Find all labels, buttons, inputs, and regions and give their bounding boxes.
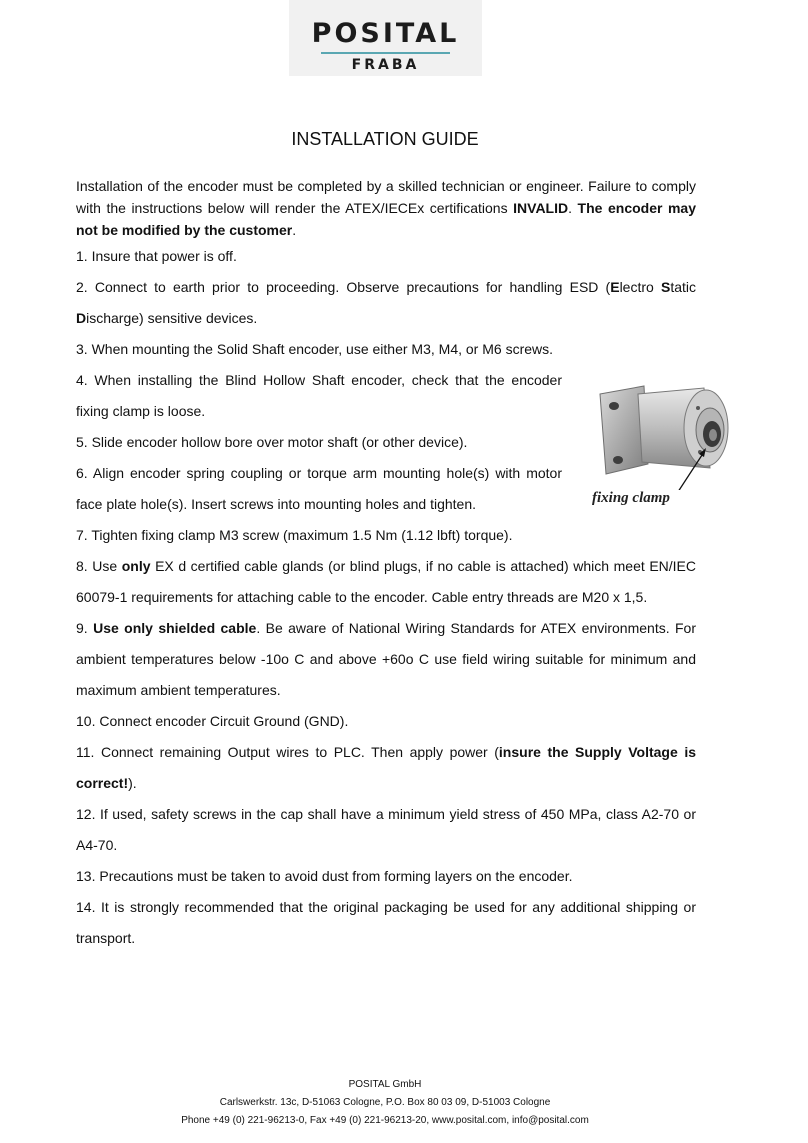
step-6: 6. Align encoder spring coupling or torque arm mounting hole(s) with motor face plate hole(s). Insert screws into mounting holes and tighten. bbox=[76, 465, 562, 512]
step-7: 7. Tighten fixing clamp M3 screw (maximum 1.5 Nm (1.12 lbft) torque). bbox=[76, 527, 513, 543]
step-9-shielded: Use only shielded cable bbox=[93, 620, 257, 636]
step-2-text-f: ischarge) sensitive devices. bbox=[86, 310, 258, 326]
logo-sub: FRABA bbox=[351, 57, 420, 73]
step-5: 5. Slide encoder hollow bore over motor shaft (or other device). bbox=[76, 434, 468, 450]
step-12: 12. If used, safety screws in the cap shall have a minimum yield stress of 450 MPa, class A2-70 or A4-70. bbox=[76, 806, 696, 853]
step-8-only: only bbox=[121, 558, 151, 574]
intro-invalid: INVALID bbox=[513, 200, 569, 216]
step-11-text-c: ). bbox=[128, 775, 137, 791]
step-2-text-c: tatic bbox=[670, 279, 696, 295]
encoder-illustration bbox=[586, 380, 750, 490]
step-2-e: E bbox=[610, 279, 620, 295]
footer-company: POSITAL GmbH bbox=[348, 1079, 422, 1090]
step-8-text-c: EX d certified cable glands (or blind plugs, if no cable is attached) which meet EN/IEC 60079-1 requirements for attaching cable to the encoder. Cable entry threads are M20 x 1,5. bbox=[76, 558, 696, 605]
step-2 bbox=[76, 272, 696, 334]
step-3: 3. When mounting the Solid Shaft encoder, use either M3, M4, or M6 screws. bbox=[76, 341, 554, 357]
step-9 bbox=[76, 613, 696, 706]
step-1: 1. Insure that power is off. bbox=[76, 248, 237, 264]
step-11-text-a: 11. Connect remaining Output wires to PLC. Then apply power ( bbox=[76, 744, 499, 760]
step-13: 13. Precautions must be taken to avoid dust from forming layers on the encoder. bbox=[76, 868, 573, 884]
logo-divider bbox=[321, 52, 450, 54]
company-logo bbox=[289, 0, 482, 76]
step-11 bbox=[76, 737, 696, 799]
intro-text-2: . bbox=[568, 200, 578, 216]
step-8 bbox=[76, 551, 696, 613]
intro-text-1: Installation of the encoder must be completed by a skilled technician or engineer. Failure to comply with the instructions below will render the ATEX/IECEx certifications bbox=[76, 178, 696, 216]
step-9-text-a: 9. bbox=[76, 620, 94, 636]
intro-paragraph bbox=[76, 175, 696, 241]
page-footer bbox=[0, 1076, 770, 1130]
step-4: 4. When installing the Blind Hollow Shaft encoder, check that the encoder fixing clamp is loose. bbox=[76, 372, 562, 419]
logo-brand: POSITAL bbox=[311, 18, 460, 49]
step-8-text-a: 8. Use bbox=[76, 558, 122, 574]
step-10: 10. Connect encoder Circuit Ground (GND). bbox=[76, 713, 349, 729]
intro-text-3: . bbox=[292, 222, 297, 238]
step-11-voltage: insure the Supply Voltage is correct! bbox=[76, 744, 696, 791]
step-14: 14. It is strongly recommended that the original packaging be used for any additional shipping or transport. bbox=[76, 899, 696, 946]
step-2-s: S bbox=[660, 279, 671, 295]
page-title: INSTALLATION GUIDE bbox=[291, 129, 479, 149]
figure-caption: fixing clamp bbox=[592, 490, 670, 506]
step-2-text-a: 2. Connect to earth prior to proceeding. Observe precautions for handling ESD ( bbox=[76, 279, 611, 295]
step-2-d: D bbox=[76, 310, 87, 326]
footer-address: Carlswerkstr. 13c, D-51063 Cologne, P.O. Box 80 03 09, D-51003 Cologne bbox=[219, 1097, 551, 1108]
step-9-text-c: . Be aware of National Wiring Standards for ATEX environments. For ambient temperatures below -10o C and above +60o C use field wiring suitable for minimum and maximum ambient temperatures. bbox=[76, 620, 696, 698]
encoder-figure bbox=[586, 380, 750, 516]
document-body bbox=[76, 175, 696, 954]
intro-warning: The encoder may not be modified by the customer bbox=[76, 200, 697, 238]
footer-contact: Phone +49 (0) 221-96213-0, Fax +49 (0) 221-96213-20, www.posital.com, info@posital.com bbox=[181, 1115, 589, 1126]
step-2-text-b: lectro bbox=[619, 279, 661, 295]
